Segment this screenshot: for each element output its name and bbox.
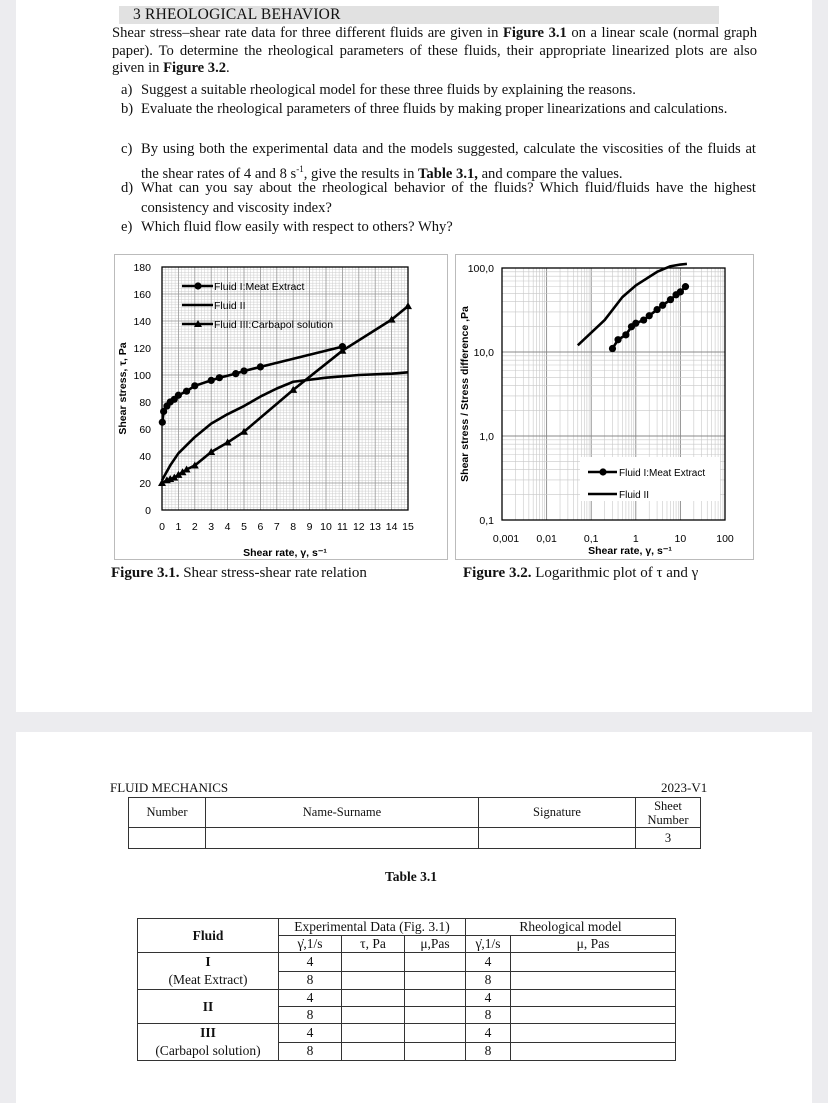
table-cell-input[interactable] <box>405 1024 466 1043</box>
section-title: 3 RHEOLOGICAL BEHAVIOR <box>133 6 341 23</box>
table-cell-input[interactable] <box>405 1007 466 1024</box>
y-tick-label: 60 <box>139 424 151 436</box>
legend-label: Fluid I:Meat Extract <box>619 468 706 479</box>
x-tick-label: 0,1 <box>583 533 599 545</box>
x-tick-label: 4 <box>224 521 231 533</box>
x-axis-label: Shear rate, γ, s⁻¹ <box>588 545 672 557</box>
table-cell-input[interactable] <box>342 1042 405 1061</box>
y-tick-label: 100,0 <box>467 263 494 275</box>
legend-label: Fluid II <box>619 490 650 501</box>
table-cell-input[interactable] <box>511 1024 676 1043</box>
table-cell: 8 <box>279 1007 342 1024</box>
x-tick-label: 100 <box>716 533 734 545</box>
data-point-fluid-1 <box>216 374 223 381</box>
col-gamma-model: γ̇,1/s <box>466 936 511 953</box>
x-tick-label: 6 <box>257 521 264 533</box>
data-point-fluid-1 <box>622 331 629 338</box>
intro-paragraph: Shear stress–shear rate data for three different fluids are given in Figure 3.1 on a linear scale (normal graph paper). To determine the rheological parameters of these fluids, their appropriate linearized plots are also given in Figure 3.2. <box>112 25 758 77</box>
table-3-1 <box>137 918 676 1061</box>
question-e: e) Which fluid flow easily with respect to others? Why? <box>121 219 453 235</box>
data-point-fluid-1 <box>682 283 689 290</box>
table-cell-input[interactable] <box>511 971 676 990</box>
data-point-fluid-1 <box>232 370 239 377</box>
x-tick-label: 0,01 <box>536 533 557 545</box>
data-point-fluid-1 <box>677 288 684 295</box>
x-tick-label: 3 <box>208 521 215 533</box>
table-cell: 4 <box>279 953 342 972</box>
x-axis-label: Shear rate, γ, s⁻¹ <box>243 547 327 559</box>
figure-3-2-chart <box>455 254 755 561</box>
y-tick-label: 100 <box>133 370 151 382</box>
table-cell-input[interactable] <box>342 971 405 990</box>
table-cell-input[interactable] <box>511 990 676 1007</box>
fluid-header: Fluid <box>138 919 279 953</box>
x-tick-label: 1 <box>175 521 182 533</box>
x-tick-label: 8 <box>290 521 297 533</box>
table-cell: 4 <box>466 953 511 972</box>
data-point-fluid-1 <box>659 302 666 309</box>
table-cell-input[interactable] <box>405 971 466 990</box>
legend-marker <box>599 468 606 475</box>
legend-label: Fluid III:Carbapol solution <box>214 319 334 331</box>
table-cell-input[interactable] <box>342 953 405 972</box>
y-tick-label: 40 <box>139 451 151 463</box>
x-tick-label: 0,001 <box>492 533 520 545</box>
table-cell-input[interactable] <box>511 1007 676 1024</box>
course-name: FLUID MECHANICS <box>110 780 229 795</box>
y-tick-label: 160 <box>133 289 151 301</box>
table-cell-input[interactable] <box>342 990 405 1007</box>
data-point-fluid-1 <box>183 388 190 395</box>
model-header: Rheological model <box>466 919 676 936</box>
signature-table <box>128 797 701 849</box>
data-point-fluid-1 <box>191 382 198 389</box>
data-point-fluid-1 <box>257 363 264 370</box>
table-cell-input[interactable] <box>511 1042 676 1061</box>
y-tick-label: 0 <box>145 505 151 517</box>
sig-signature-header: Signature <box>479 798 636 828</box>
table-cell: 8 <box>466 1007 511 1024</box>
col-tau: τ, Pa <box>342 936 405 953</box>
data-point-fluid-1 <box>240 367 247 374</box>
y-tick-label: 20 <box>139 478 151 490</box>
table-cell-input[interactable] <box>342 1007 405 1024</box>
y-tick-label: 10,0 <box>473 347 494 359</box>
table-cell: 8 <box>279 1042 342 1061</box>
fluid-2-name: II <box>138 990 279 1024</box>
x-tick-label: 2 <box>191 521 198 533</box>
y-tick-label: 140 <box>133 316 151 328</box>
col-gamma: γ̇,1/s <box>279 936 342 953</box>
data-point-fluid-1 <box>632 320 639 327</box>
question-a: a) Suggest a suitable rheological model for these three fluids by explaining the reasons. <box>121 82 636 98</box>
table-cell-input[interactable] <box>511 953 676 972</box>
question-b: b) Evaluate the rheological parameters of three fluids by making proper linearizations and calculations. <box>121 101 728 117</box>
x-tick-label: 12 <box>352 521 365 533</box>
x-tick-label: 5 <box>241 521 247 533</box>
table-cell: 4 <box>279 990 342 1007</box>
x-tick-label: 10 <box>674 533 687 545</box>
data-point-fluid-1 <box>646 312 653 319</box>
table-3-1-title: Table 3.1 <box>385 869 438 884</box>
y-tick-label: 180 <box>133 262 151 274</box>
data-point-fluid-1 <box>208 377 215 384</box>
table-cell-input[interactable] <box>405 953 466 972</box>
figure-3-1-caption: Figure 3.1. Shear stress-shear rate relation <box>111 565 367 581</box>
x-tick-label: 9 <box>306 521 313 533</box>
sig-sheet-header: Sheet Number <box>636 798 701 828</box>
x-tick-label: 13 <box>369 521 382 533</box>
figure-3-2-caption: Figure 3.2. Logarithmic plot of τ and γ <box>463 565 699 581</box>
x-tick-label: 0 <box>159 521 165 533</box>
x-tick-label: 10 <box>320 521 332 533</box>
data-point-fluid-1 <box>159 419 166 426</box>
data-point-fluid-1 <box>175 392 182 399</box>
y-tick-label: 1,0 <box>479 431 494 443</box>
sig-sheet-number: 3 <box>636 828 701 849</box>
sig-name-cell[interactable] <box>206 828 479 849</box>
sig-number-cell[interactable] <box>129 828 206 849</box>
y-axis-label: Shear stress / Stress difference ,Pa <box>459 306 471 482</box>
x-tick-label: 11 <box>336 521 348 533</box>
experimental-header: Experimental Data (Fig. 3.1) <box>279 919 466 936</box>
table-cell: 8 <box>466 1042 511 1061</box>
table-cell: 8 <box>279 971 342 990</box>
table-cell-input[interactable] <box>342 1024 405 1043</box>
x-tick-label: 1 <box>632 533 639 545</box>
question-d: d) What can you say about the rheological behavior of the fluids? Which fluid/fluids have the highest consistency and viscosity index? <box>121 180 756 216</box>
x-tick-label: 15 <box>402 521 414 533</box>
legend-marker <box>194 282 201 289</box>
table-cell-input[interactable] <box>405 990 466 1007</box>
sig-name-header: Name-Surname <box>206 798 479 828</box>
col-mu: μ,Pas <box>405 936 466 953</box>
question-c: c) By using both the experimental data and the models suggested, calculate the viscosities of the fluids at the shear rates of 4 and 8 $s^{-1}$, give the results in Table 3.1, and compare the values. <box>121 141 756 182</box>
legend-label: Fluid I:Meat Extract <box>214 281 305 293</box>
y-tick-label: 120 <box>133 343 151 355</box>
table-cell-input[interactable] <box>405 1042 466 1061</box>
data-point-fluid-1 <box>609 345 616 352</box>
figure-3-1-chart <box>114 254 449 561</box>
table-cell: 4 <box>466 1024 511 1043</box>
table-cell: 4 <box>466 990 511 1007</box>
legend-label: Fluid II <box>214 300 246 312</box>
table-cell: 4 <box>279 1024 342 1043</box>
sig-number-header: Number <box>129 798 206 828</box>
y-tick-label: 0,1 <box>479 515 494 527</box>
y-tick-label: 80 <box>139 397 151 409</box>
sig-signature-cell[interactable] <box>479 828 636 849</box>
x-tick-label: 14 <box>385 521 398 533</box>
fluid-3-name: III (Carbapol solution) <box>138 1024 279 1061</box>
col-mu-model: μ, Pas <box>511 936 676 953</box>
document-version: 2023-V1 <box>661 780 708 795</box>
table-cell: 8 <box>466 971 511 990</box>
fluid-1-name: I (Meat Extract) <box>138 953 279 990</box>
x-tick-label: 7 <box>273 521 280 533</box>
data-point-fluid-1 <box>667 296 674 303</box>
data-point-fluid-1 <box>614 336 621 343</box>
y-axis-label: Shear stress, τ, Pa <box>117 342 129 435</box>
